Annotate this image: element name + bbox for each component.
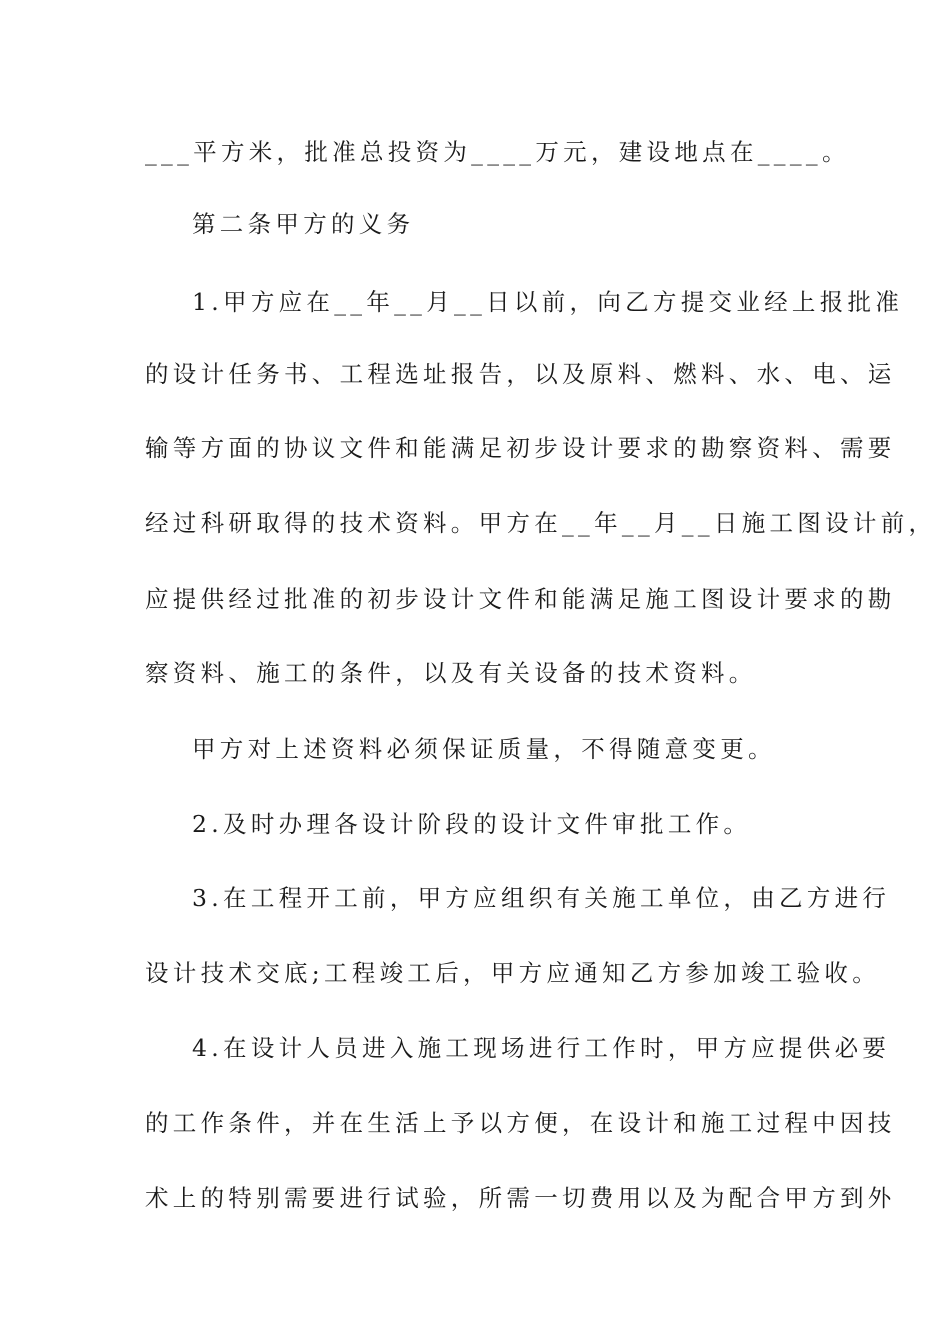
paragraph-line: 输等方面的协议文件和能满足初步设计要求的勘察资料、需要 [145, 434, 896, 462]
paragraph-line: 2.及时办理各设计阶段的设计文件审批工作。 [192, 810, 752, 838]
paragraph-line: 术上的特别需要进行试验，所需一切费用以及为配合甲方到外 [145, 1184, 896, 1212]
paragraph-line: 1.甲方应在__年__月__日以前，向乙方提交业经上报批准 [192, 288, 904, 316]
paragraph-line: 的设计任务书、工程选址报告，以及原料、燃料、水、电、运 [145, 360, 896, 388]
section-heading: 第二条甲方的义务 [192, 210, 415, 238]
paragraph-line: ___平方米，批准总投资为____万元，建设地点在____。 [145, 138, 850, 166]
paragraph-line: 的工作条件，并在生活上予以方便，在设计和施工过程中因技 [145, 1109, 896, 1137]
paragraph-line: 设计技术交底;工程竣工后，甲方应通知乙方参加竣工验收。 [145, 959, 881, 987]
paragraph-line: 3.在工程开工前，甲方应组织有关施工单位，由乙方进行 [192, 884, 891, 912]
paragraph-line: 应提供经过批准的初步设计文件和能满足施工图设计要求的勘 [145, 585, 896, 613]
paragraph-line: 4.在设计人员进入施工现场进行工作时，甲方应提供必要 [192, 1034, 891, 1062]
paragraph-line: 经过科研取得的技术资料。甲方在__年__月__日施工图设计前， [145, 509, 937, 537]
paragraph-line: 察资料、施工的条件，以及有关设备的技术资料。 [145, 659, 757, 687]
paragraph-line: 甲方对上述资料必须保证质量，不得随意变更。 [192, 735, 776, 763]
